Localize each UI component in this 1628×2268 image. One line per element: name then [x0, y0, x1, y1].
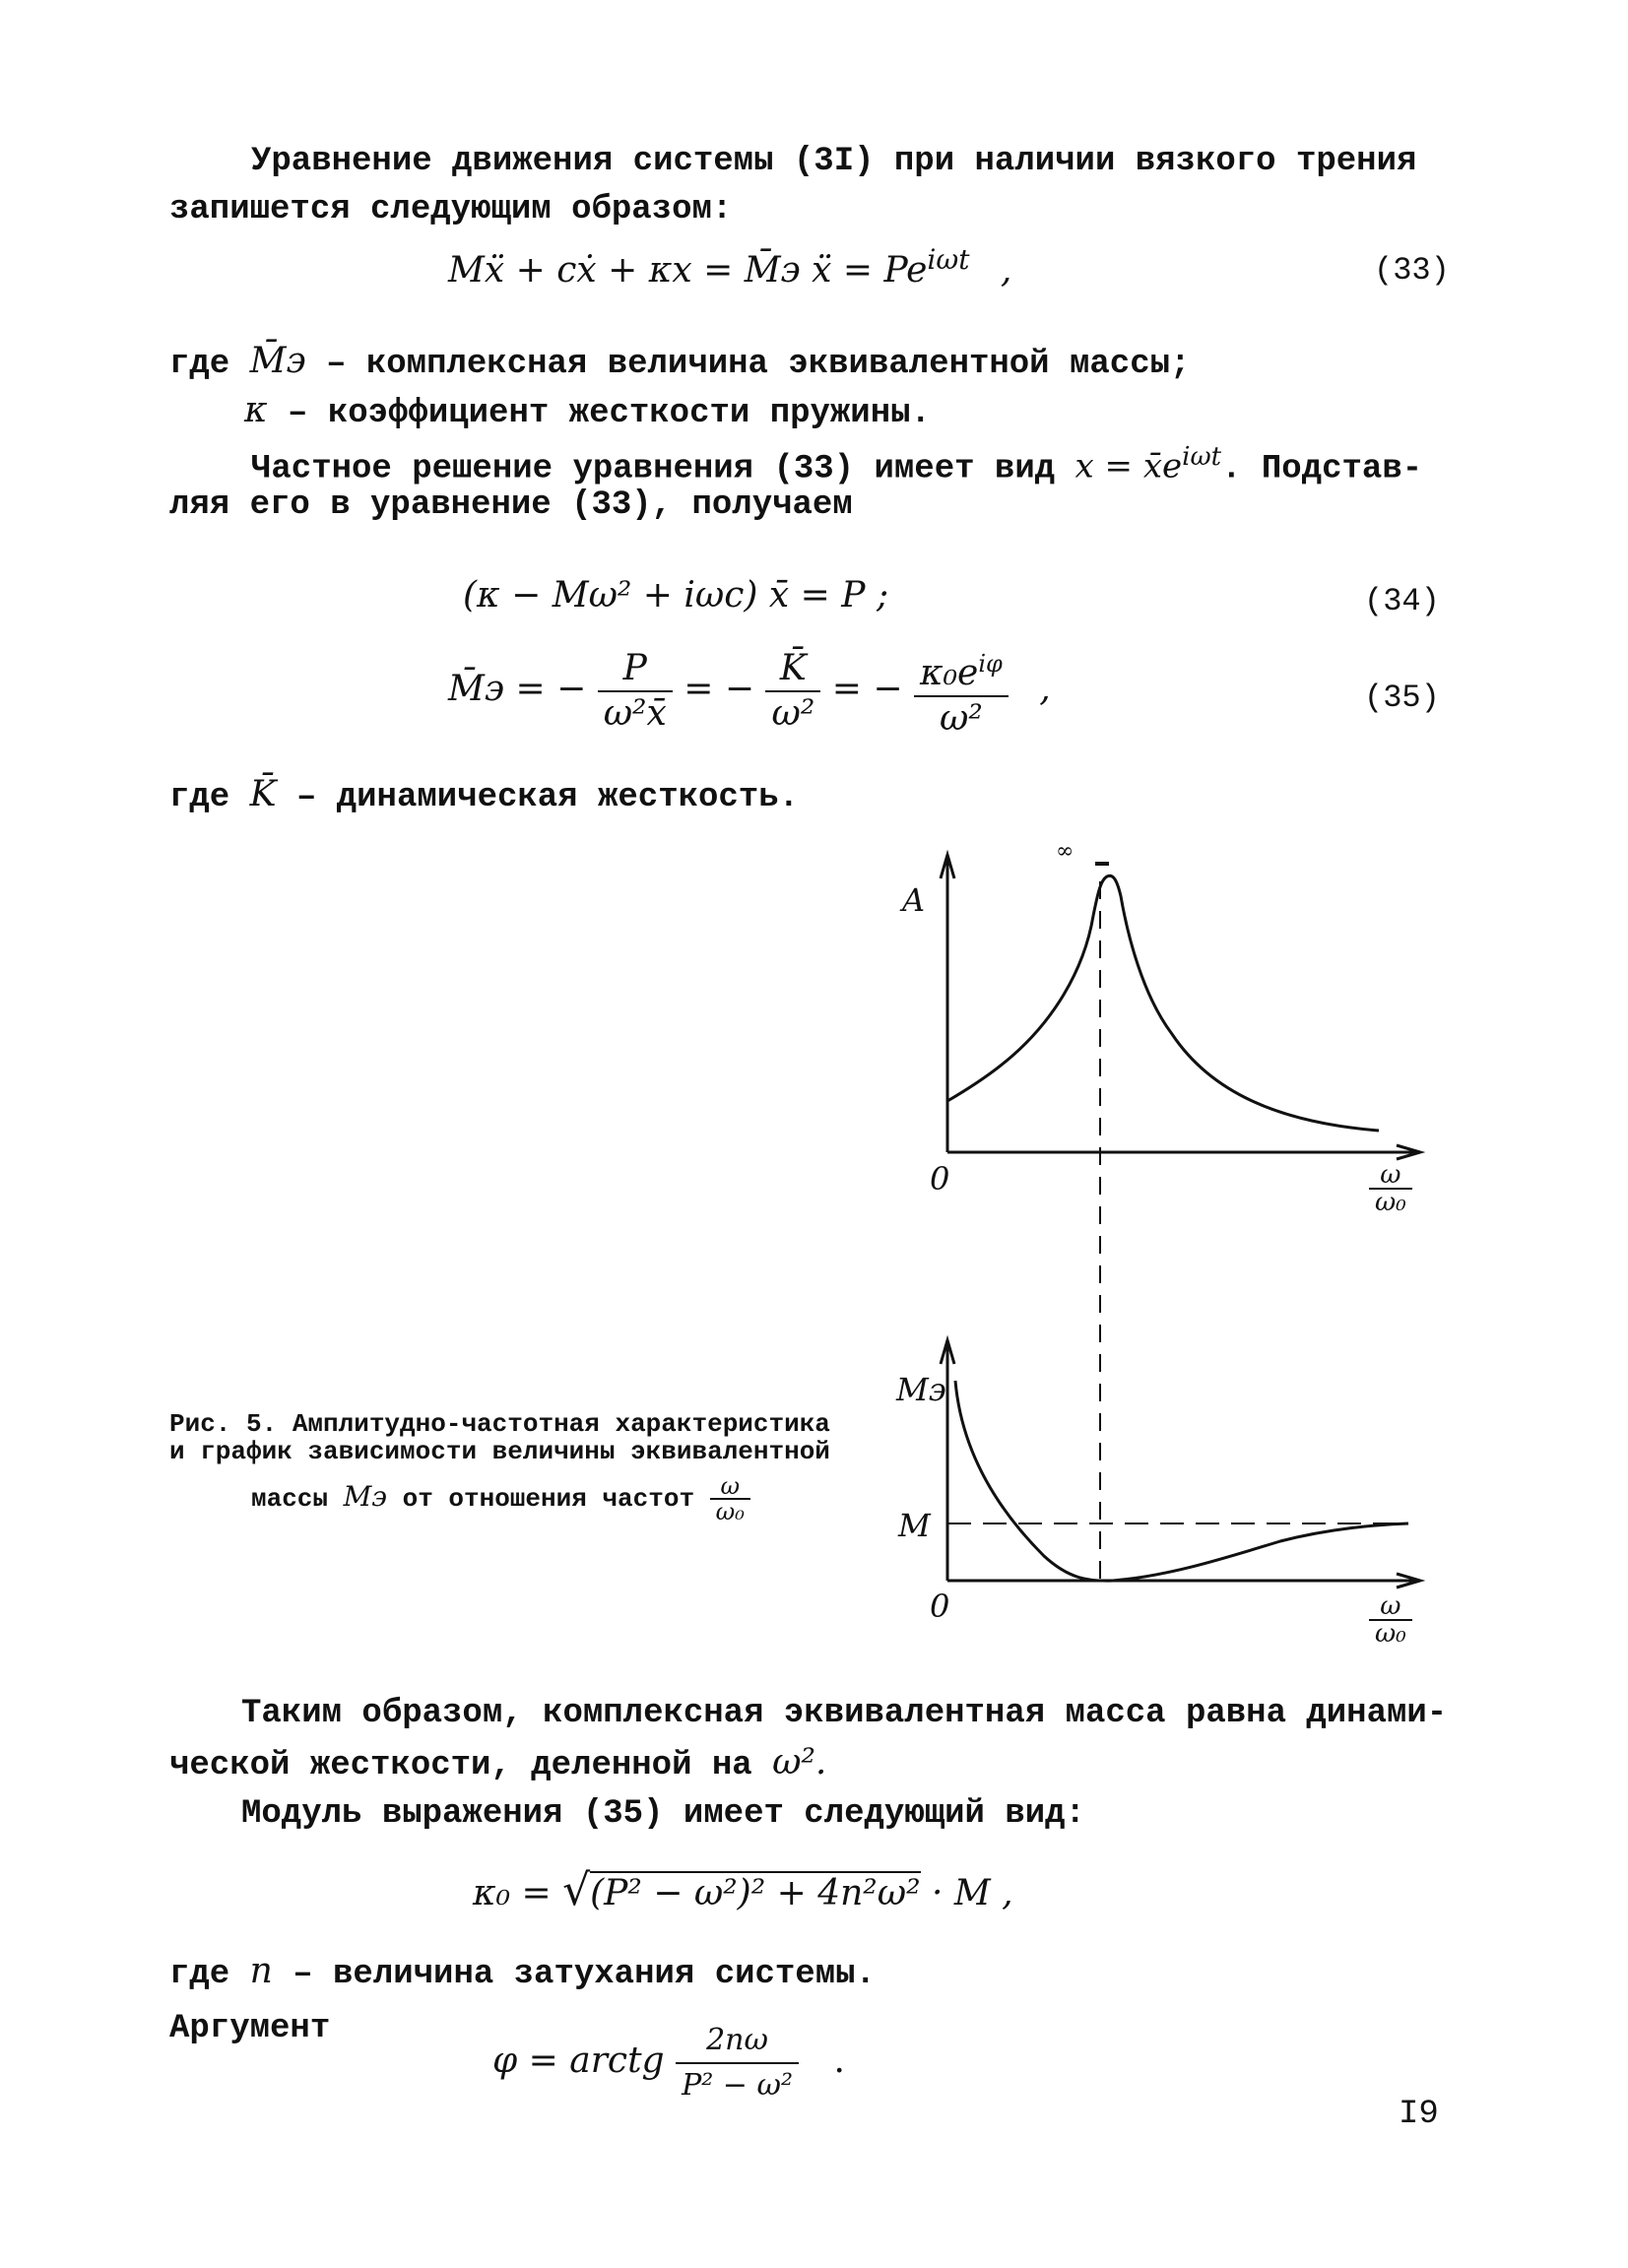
top-x-label: [1369, 1162, 1412, 1215]
top-peak-label: ∞: [1056, 839, 1074, 864]
paragraph-2-line-1-b: . Подстав-: [1221, 450, 1423, 488]
figure-caption-line-2: и график зависимости величины эквивалентной: [169, 1437, 830, 1466]
paragraph-2-formula: x = x̄e: [1074, 446, 1183, 486]
bottom-origin-label: 0: [930, 1588, 950, 1625]
bottom-x-label-den: ω₀: [1375, 1619, 1406, 1649]
bottom-x-label-num: ω: [1369, 1593, 1412, 1621]
figure-caption-line-3-b: от отношения частот: [402, 1483, 695, 1514]
argument-tail: .: [833, 2041, 845, 2081]
modulus-equation-a: κ₀ =: [473, 1873, 563, 1913]
top-x-label-den: ω₀: [1375, 1188, 1406, 1217]
equation-35-f1-num: P: [598, 647, 673, 692]
equation-35-tail: ,: [1039, 669, 1051, 709]
paragraph-3-line-1: Таким образом, комплексная эквивалентная масса равна динами-: [241, 1695, 1448, 1732]
paragraph-2-exponent: iωt: [1182, 442, 1222, 472]
argument-den: P² − ω²: [682, 2068, 793, 2103]
figure-caption-line-3-a: массы: [251, 1483, 329, 1514]
equation-35-mid: = −: [684, 669, 755, 709]
equation-33-exponent: iωt: [927, 243, 970, 276]
equivalent-mass-curve: [955, 1381, 1408, 1581]
definition-3-prefix: где: [169, 779, 230, 816]
amplitude-curve: [947, 875, 1379, 1131]
sqrt-icon: √: [562, 1865, 591, 1915]
argument-fraction: [676, 2019, 799, 2107]
equation-35-f3-num-base: κ₀e: [919, 653, 979, 693]
argument-equation: [492, 2019, 845, 2107]
modulus-equation-b: · M ,: [920, 1873, 1013, 1913]
figure-caption-fraction: [710, 1474, 750, 1523]
page-number: I9: [1399, 2096, 1439, 2133]
top-origin-label: 0: [930, 1160, 950, 1198]
definition-1-text: – комплексная величина эквивалентной массы;: [326, 346, 1191, 383]
paragraph-3-line-2: [169, 1741, 826, 1785]
equation-33-formula: Mẍ + cẋ + κx = M̄э ẍ = Pe: [448, 250, 928, 291]
equation-33-tail: ,: [1000, 250, 1012, 291]
argument-lhs: φ = arctg: [492, 2041, 665, 2081]
top-x-label-fraction: [1369, 1162, 1412, 1215]
equation-35-f1-den: ω²x̄: [603, 693, 667, 734]
equation-35-f3-num-exp: iφ: [978, 650, 1003, 678]
equation-35-f3-den: ω²: [939, 698, 983, 739]
definition-2-symbol: κ: [244, 390, 268, 430]
definition-2-text: – коэффициент жесткости пружины.: [288, 395, 931, 432]
figure-caption-fraction-den: ω₀: [715, 1498, 745, 1525]
definition-3-text: – динамическая жесткость.: [295, 779, 800, 816]
top-x-label-num: ω: [1369, 1162, 1412, 1190]
definition-4-symbol: n: [249, 1951, 273, 1991]
bottom-y-label: Mэ: [896, 1371, 946, 1408]
argument-label: Аргумент: [169, 2010, 331, 2047]
paragraph-1-line-2: запишется следующим образом:: [169, 191, 733, 228]
equation-34-number: (34): [1364, 583, 1440, 619]
definition-3-symbol: K̄: [249, 774, 277, 814]
equation-35-f2-num: K̄: [765, 647, 820, 692]
bottom-x-label: [1369, 1593, 1412, 1647]
paragraph-2-line-2: ляя его в уравнение (33), получаем: [169, 486, 853, 524]
equation-35-mid2: = −: [831, 669, 903, 709]
paragraph-1-line-1: Уравнение движения системы (3I) при наличии вязкого трения: [251, 143, 1417, 180]
definition-4-prefix: где: [169, 1956, 230, 1993]
bottom-level-label: M: [898, 1507, 931, 1544]
equation-35-number: (35): [1364, 680, 1440, 716]
figure-caption-line-3: [251, 1474, 750, 1523]
figure-caption-symbol: Mэ: [343, 1479, 387, 1513]
bottom-x-label-fraction: [1369, 1593, 1412, 1647]
paragraph-3-line-2-a: ческой жесткости, деленной на: [169, 1747, 752, 1784]
definition-1-prefix: где: [169, 346, 230, 383]
modulus-equation-root: (P² − ω²)² + 4n²ω²: [590, 1873, 921, 1913]
equation-33-number: (33): [1374, 252, 1450, 289]
definition-4: [169, 1950, 876, 1994]
top-y-label: A: [902, 881, 926, 919]
definition-1-symbol: M̄э: [249, 341, 306, 381]
figure-caption-line-1: Рис. 5. Амплитудно-частотная характеристика: [169, 1409, 830, 1439]
argument-num: 2nω: [676, 2019, 799, 2064]
paragraph-4-line-1: Модуль выражения (35) имеет следующий вид:: [241, 1795, 1085, 1833]
paragraph-3-symbol: ω².: [772, 1742, 827, 1782]
figure-caption-fraction-num: ω: [710, 1474, 750, 1500]
equation-35-lhs: M̄э = −: [448, 669, 587, 709]
modulus-equation: [473, 1865, 1013, 1915]
equation-34: (κ − Mω² + iωc) x̄ = P ;: [463, 575, 889, 616]
definition-4-text: – величина затухания системы.: [293, 1956, 876, 1993]
paragraph-2-line-1-a: Частное решение уравнения (33) имеет вид: [251, 450, 1056, 488]
equation-35-f2-den: ω²: [771, 693, 815, 734]
